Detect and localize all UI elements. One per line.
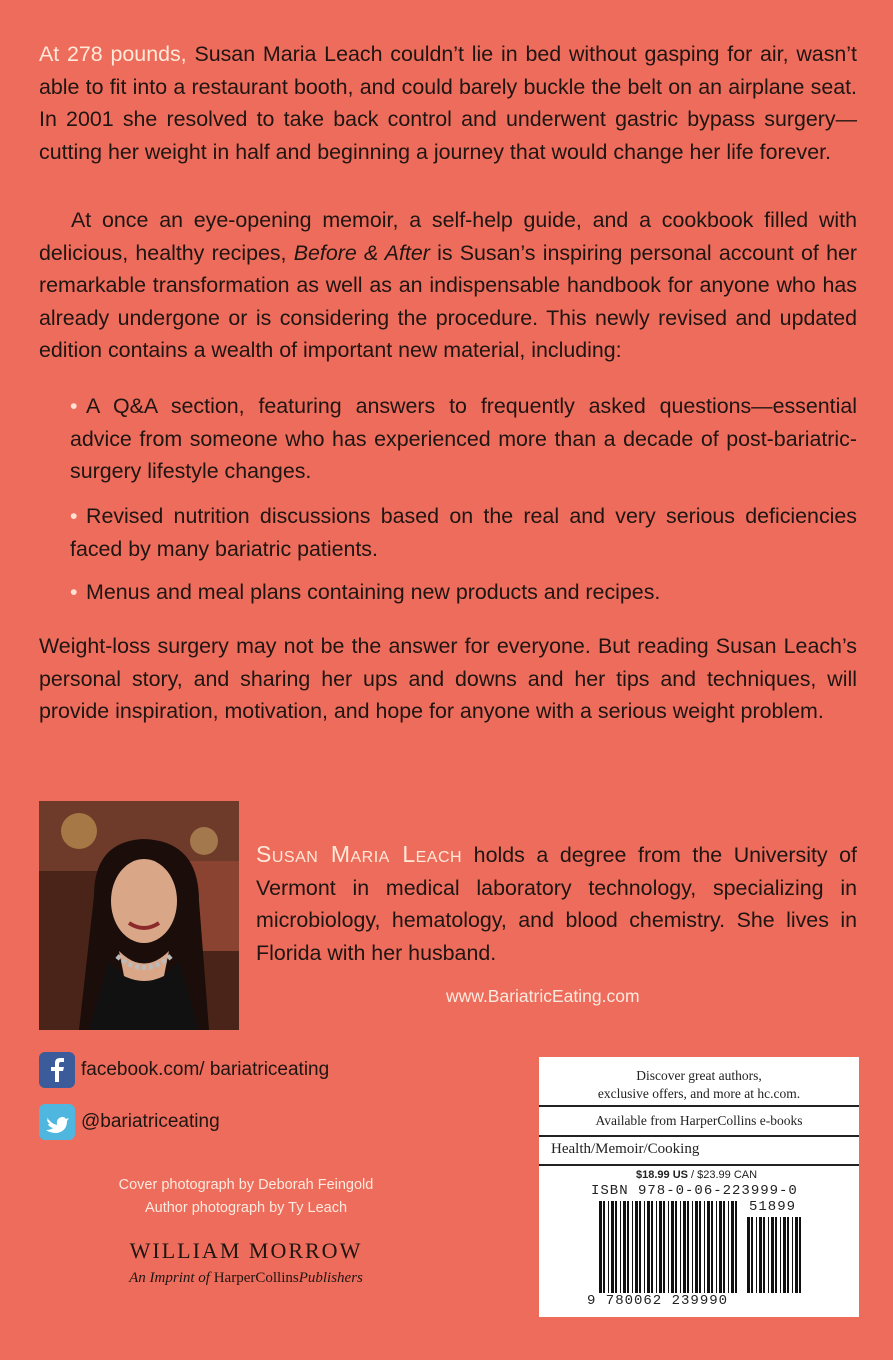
book-title: Before & After — [293, 240, 430, 265]
barcode-bar — [632, 1201, 633, 1293]
price-can: / $23.99 CAN — [687, 1169, 758, 1181]
barcode-bar — [699, 1201, 701, 1293]
discover-line-1: Discover great authors, — [636, 1068, 762, 1083]
barcode-bar — [683, 1201, 686, 1293]
barcode-bar — [651, 1201, 653, 1293]
divider — [539, 1105, 859, 1107]
addon-code: 51899 — [749, 1199, 797, 1215]
barcode-bar — [615, 1201, 617, 1293]
barcode-bar — [639, 1201, 641, 1293]
photo-credits — [86, 1174, 406, 1220]
description-text-start: At once an eye-opening memoir, a self-help guide, and a cookbook filled with delicious, healthy recipes, — [39, 208, 857, 265]
twitter-link[interactable] — [39, 1104, 220, 1140]
facebook-link[interactable] — [39, 1052, 329, 1088]
barcode-bar — [656, 1201, 657, 1293]
bullet-mark: • — [70, 504, 78, 528]
barcode-bar — [723, 1201, 725, 1293]
discover-line-2: exclusive offers, and more at hc.com. — [597, 1086, 801, 1101]
barcode-bar — [668, 1201, 669, 1293]
barcode-bar — [623, 1201, 626, 1293]
barcode-bar — [787, 1217, 789, 1293]
barcode-bar — [783, 1217, 786, 1293]
bullet-item-nutrition — [70, 500, 857, 565]
barcode-bar — [735, 1201, 737, 1293]
barcode-bar — [751, 1217, 753, 1293]
intro-paragraph — [39, 38, 857, 168]
barcode-bar — [647, 1201, 650, 1293]
barcode-bar — [704, 1201, 705, 1293]
bullet-text: A Q&A section, featuring answers to frequently asked questions—essential advice from someone who has experienced more than a decade of post-bariatric-surgery lifestyle changes. — [70, 394, 857, 484]
barcode-bar — [659, 1201, 662, 1293]
barcode-bar — [759, 1217, 762, 1293]
author-portrait-icon — [39, 801, 239, 1030]
author-bio-text: holds a degree from the University of Vermont in medical laboratory technology, specializing in microbiology, hematology, and blood chemistry. She lives in Florida with her husband. — [256, 843, 857, 965]
price-us: $18.99 US — [636, 1169, 688, 1181]
barcode-bar — [763, 1217, 765, 1293]
barcode-bar — [780, 1217, 781, 1293]
barcode-bar — [687, 1201, 689, 1293]
barcode-bar — [799, 1217, 801, 1293]
bullet-item-qa — [70, 390, 857, 488]
ean-text: 9 780062 239990 — [587, 1293, 729, 1309]
barcode-bar — [599, 1201, 602, 1293]
barcode-bar — [671, 1201, 674, 1293]
bullet-text: Menus and meal plans containing new products and recipes. — [86, 580, 661, 604]
author-bio — [256, 838, 857, 969]
author-name: Susan Maria Leach — [256, 841, 463, 867]
price-text — [636, 1169, 836, 1181]
barcode-bar — [635, 1201, 638, 1293]
barcode-bar — [756, 1217, 757, 1293]
divider — [539, 1135, 859, 1137]
isbn-text: ISBN 978-0-06-223999-0 — [591, 1183, 798, 1199]
bullet-mark: • — [70, 580, 78, 604]
bullet-mark: • — [70, 394, 78, 418]
barcode-bar — [627, 1201, 629, 1293]
barcode-bar — [731, 1201, 734, 1293]
addon-barcode-icon — [747, 1217, 811, 1293]
author-photo-credit: Author photograph by Ty Leach — [144, 1200, 348, 1216]
author-photo — [39, 801, 239, 1030]
bullet-text: Revised nutrition discussions based on the real and very serious deficiencies faced by many bariatric patients. — [70, 504, 857, 561]
barcode-bar — [603, 1201, 605, 1293]
publisher-name: WILLIAM MORROW — [129, 1238, 363, 1263]
barcode-bar — [675, 1201, 677, 1293]
barcode-box — [539, 1057, 859, 1317]
barcode-bar — [663, 1201, 665, 1293]
barcode-bar — [795, 1217, 798, 1293]
barcode-bar — [771, 1217, 774, 1293]
imprint-publishers: Publishers — [298, 1270, 363, 1286]
barcode-bar — [711, 1201, 713, 1293]
facebook-handle: facebook.com/ bariatriceating — [81, 1059, 330, 1080]
barcode-bar — [611, 1201, 614, 1293]
twitter-icon — [39, 1104, 75, 1140]
ebooks-text: Available from HarperCollins e-books — [595, 1113, 803, 1128]
website-link[interactable]: www.BariatricEating.com — [446, 986, 640, 1006]
facebook-icon — [39, 1052, 75, 1088]
barcode-bar — [716, 1201, 717, 1293]
discover-text — [539, 1067, 859, 1103]
cover-photo-credit: Cover photograph by Deborah Feingold — [118, 1177, 374, 1193]
barcode-bar — [608, 1201, 609, 1293]
barcode-bar — [768, 1217, 769, 1293]
description-paragraph — [39, 204, 857, 367]
barcode-bar — [620, 1201, 621, 1293]
barcode-bar — [644, 1201, 645, 1293]
barcode-bar — [707, 1201, 710, 1293]
intro-text: Susan Maria Leach couldn’t lie in bed without gasping for air, wasn’t able to fit into a restaurant booth, and could barely buckle the belt on an airplane seat. In 2001 she resolved to take back control and underwent gastric bypass surgery—cutting her weight in half and beginning a journey that would change her life forever. — [39, 42, 857, 164]
bullet-item-menus — [70, 576, 857, 609]
barcode-bar — [695, 1201, 698, 1293]
divider — [539, 1164, 859, 1166]
imprint-harpercollins: HarperCollins — [213, 1270, 299, 1286]
barcode-bar — [680, 1201, 681, 1293]
publisher-imprint — [86, 1270, 406, 1287]
twitter-handle: @bariatriceating — [81, 1111, 220, 1132]
barcode-bar — [792, 1217, 793, 1293]
barcode-bar — [747, 1217, 750, 1293]
closing-paragraph: Weight-loss surgery may not be the answer for everyone. But reading Susan Leach’s personal story, and sharing her ups and downs and her tips and techniques, will provide inspiration, motivation, and hope for anyone with a serious weight problem. — [39, 634, 857, 724]
barcode-bar — [775, 1217, 777, 1293]
category-text: Health/Memoir/Cooking — [551, 1141, 700, 1157]
barcode-bar — [692, 1201, 693, 1293]
imprint-prefix: An Imprint of — [129, 1270, 214, 1286]
barcode-bar — [719, 1201, 722, 1293]
intro-highlight: At 278 pounds, — [39, 42, 187, 66]
barcode-bar — [728, 1201, 729, 1293]
description-text-end: is Susan’s inspiring personal account of her remarkable transformation as well as an indispensable handbook for anyone who has already undergone or is considering the procedure. This newly revised and updated edition contains a wealth of important new material, including: — [39, 240, 857, 363]
